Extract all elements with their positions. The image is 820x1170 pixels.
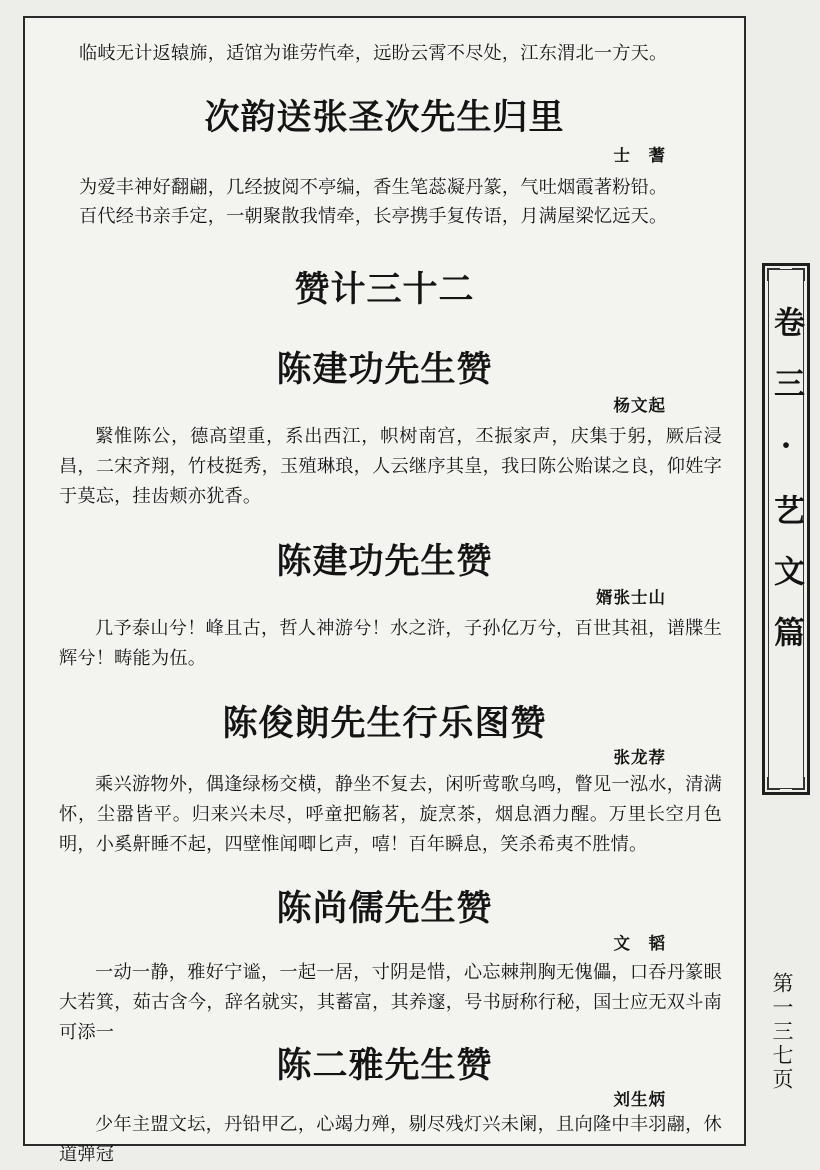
zan-text: 乘兴游物外，偶逢绿杨交横，静坐不复去，闲听莺歌乌鸣，瞥见一泓水，清满怀，尘嚣皆平。归来兴未尽，呼童把觞茗，旋烹茶，烟息酒力醒。万里长空月色明，小奚鼾睡不起，四壁惟闻唧匕声，嘻！百年瞬息，笑杀希夷不胜情。 xyxy=(59,774,722,855)
page-number: 第一三七页 xyxy=(770,972,794,1092)
ornament-corner xyxy=(767,268,780,281)
zan-author: 杨文起 xyxy=(613,396,666,415)
page-frame xyxy=(23,16,746,1165)
poem-line: 百代经书亲手定，一朝聚散我情牵，长亭携手复传语，月满屋梁忆远天。 xyxy=(79,206,668,227)
zan-author: 婿张士山 xyxy=(596,588,666,607)
zan-title: 陈尚儒先生赞 xyxy=(276,888,493,929)
zan-title: 陈俊朗先生行乐图赞 xyxy=(222,703,547,744)
zan-author: 文 韬 xyxy=(613,934,666,953)
zan-author: 张龙荐 xyxy=(613,748,666,767)
poem-line: 为爱丰神好翻翩，几经披阅不亭编，香生笔蕊凝丹篆，气吐烟霞著粉铅。 xyxy=(79,177,668,198)
zan-author: 刘生炳 xyxy=(613,1090,666,1109)
poem-author: 士 蓍 xyxy=(613,146,666,165)
volume-title: 卷三·艺文篇 xyxy=(768,306,804,677)
page-content xyxy=(25,18,744,1165)
volume-sidebar xyxy=(762,263,810,795)
zan-text: 几予泰山兮！峰且古，哲人神游兮！水之浒，子孙亿万兮，百世其祖，谱牒生辉兮！畴能为伍。 xyxy=(59,618,722,669)
zan-title: 陈建功先生赞 xyxy=(276,349,493,390)
zan-text: 一动一静，雅好宁谧，一起一居，寸阴是惜，心忘棘荆胸无傀儡，口吞丹篆眼大若箕，茹古含今，辞名就实，其蓄富，其养邃，号书厨称行秘，国士应无双斗南可添一 xyxy=(59,962,722,1043)
section-heading: 赞计三十二 xyxy=(294,269,475,310)
zan-text: 少年主盟文坛，丹铅甲乙，心竭力殚，剔尽残灯兴未阑，且向隆中丰羽翮，休道弹冠 xyxy=(59,1114,722,1165)
ornament-corner xyxy=(792,268,805,281)
ornament-corner xyxy=(767,777,780,790)
zan-title: 陈二雅先生赞 xyxy=(276,1045,493,1086)
zan-text: 繄惟陈公，德高望重，系出西江，帜树南宫，丕振家声，庆集于躬，厥后浸昌，二宋齐翔，竹枝挺秀，玉殖琳琅，人云继序其皇，我曰陈公贻谋之良，仰姓字于莫忘，挂齿颊亦犹香。 xyxy=(59,426,722,507)
poem-closing-line: 临岐无计返辕旆，适馆为谁劳忾牵，远盼云霄不尽处，江东渭北一方天。 xyxy=(79,43,668,64)
zan-title: 陈建功先生赞 xyxy=(276,541,493,582)
ornament-corner xyxy=(792,777,805,790)
poem-title: 次韵送张圣次先生归里 xyxy=(204,97,565,138)
